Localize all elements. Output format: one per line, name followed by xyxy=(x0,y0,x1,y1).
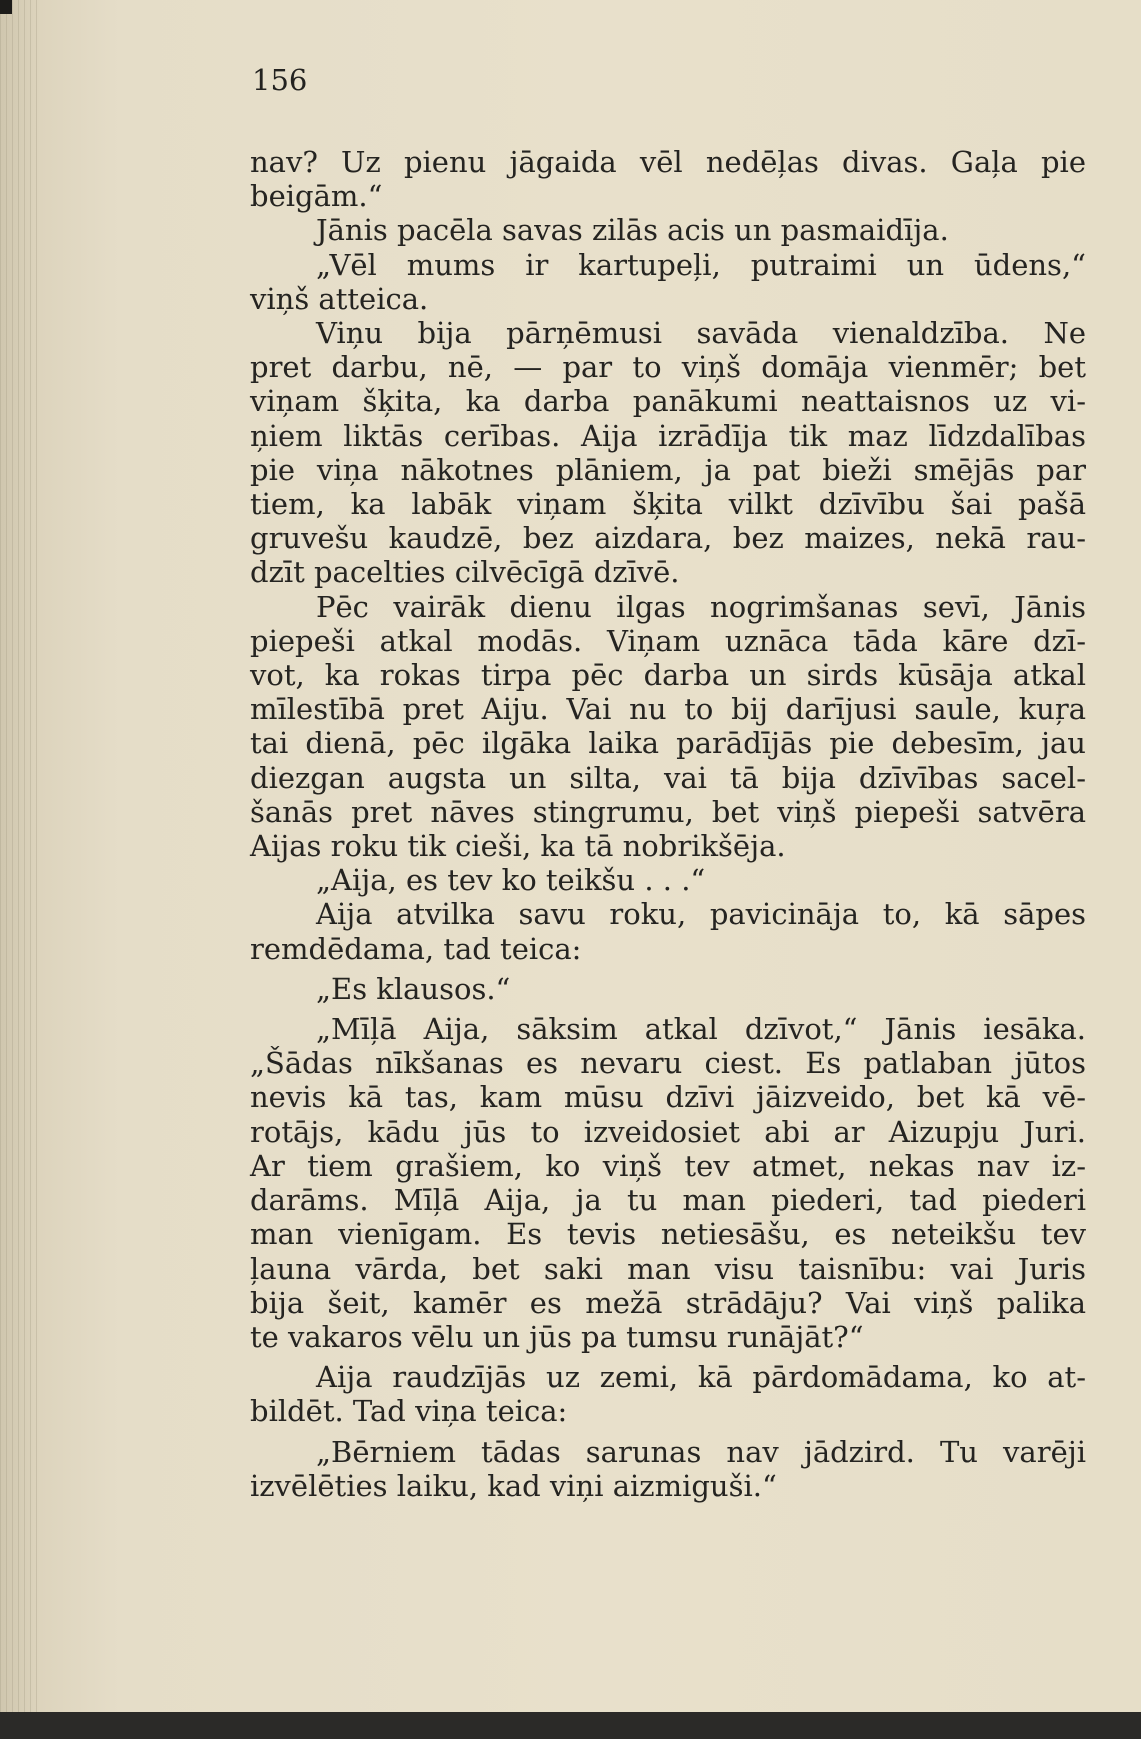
paragraph xyxy=(250,248,1086,316)
text-line: viņam šķita, ka darba panākumi neattaisnos uz vi- xyxy=(250,384,1086,419)
text-line: darāms. Mīļā Aija, ja tu man piederi, tad piederi xyxy=(250,1183,1086,1218)
text-line: „Es klausos.“ xyxy=(316,971,511,1006)
text-line: dzīt pacelties cilvēcīgā dzīvē. xyxy=(250,555,680,590)
text-line: „Mīļā Aija, sāksim atkal dzīvot,“ Jānis iesāka. xyxy=(316,1012,1086,1047)
text-line: mīlestībā pret Aiju. Vai nu to bij darījusi saule, kuŗa xyxy=(250,692,1086,727)
paragraph xyxy=(250,145,1086,213)
text-line: izvēlēties laiku, kad viņi aizmiguši.“ xyxy=(250,1468,777,1503)
text-line: piepeši atkal modās. Viņam uznāca tāda kāre dzī- xyxy=(250,623,1086,658)
text-line: te vakaros vēlu un jūs pa tumsu runājāt?“ xyxy=(250,1319,864,1354)
text-line: Aija atvilka savu roku, pavicināja to, kā sāpes xyxy=(316,897,1086,932)
text-line: remdēdama, tad teica: xyxy=(250,931,582,966)
text-line: Aija raudzījās uz zemi, kā pārdomādama, ko at- xyxy=(316,1360,1086,1395)
paragraph xyxy=(250,897,1086,965)
text-line: bija šeit, kamēr es mežā strādāju? Vai viņš palika xyxy=(250,1285,1086,1320)
paragraph xyxy=(250,1360,1086,1428)
text-line: pret darbu, nē, — par to viņš domāja vienmēr; bet xyxy=(250,350,1086,385)
paragraph xyxy=(250,1012,1086,1354)
text-line: Viņu bija pārņēmusi savāda vienaldzība. Ne xyxy=(316,316,1086,351)
paragraph xyxy=(250,590,1086,864)
text-line: ļauna vārda, bet saki man visu taisnību: vai Juris xyxy=(250,1251,1086,1286)
text-line: viņš atteica. xyxy=(250,281,429,316)
text-line: pie viņa nākotnes plāniem, ja pat bieži smējās par xyxy=(250,452,1086,487)
text-line: „Aija, es tev ko teikšu . . .“ xyxy=(316,863,706,898)
text-line: „Šādas nīkšanas es nevaru ciest. Es patlaban jūtos xyxy=(250,1046,1086,1081)
binding-gutter xyxy=(0,0,40,1712)
text-line: Pēc vairāk dienu ilgas nogrimšanas sevī, Jānis xyxy=(316,589,1086,624)
text-line: nevis kā tas, kam mūsu dzīvi jāizveido, bet kā vē- xyxy=(250,1080,1086,1115)
text-line: rotājs, kādu jūs to izveidosiet abi ar Aizupju Juri. xyxy=(250,1114,1086,1149)
body-text xyxy=(250,145,1086,1503)
corner-shadow xyxy=(0,0,12,14)
paragraph xyxy=(250,972,1086,1006)
page-number: 156 xyxy=(252,63,308,97)
paragraph xyxy=(250,863,1086,897)
text-line: ņiem liktās cerības. Aija izrādīja tik maz līdzdalības xyxy=(250,418,1086,453)
paragraph xyxy=(250,213,1086,247)
text-line: nav? Uz pienu jāgaida vēl nedēļas divas. Gaļa pie xyxy=(250,145,1086,179)
text-line: šanās pret nāves stingrumu, bet viņš piepeši satvēra xyxy=(250,794,1086,829)
text-line: gruvešu kaudzē, bez aizdara, bez maizes, nekā rau- xyxy=(250,521,1086,556)
text-line: tiem, ka labāk viņam šķita vilkt dzīvību šai pašā xyxy=(250,487,1086,522)
text-line: Ar tiem grašiem, ko viņš tev atmet, nekas nav iz- xyxy=(250,1148,1086,1183)
text-line: „Bērniem tādas sarunas nav jādzird. Tu varēji xyxy=(316,1434,1086,1469)
text-line: Aijas roku tik cieši, ka tā nobrikšēja. xyxy=(250,829,786,864)
page-bottom-edge xyxy=(0,1712,1141,1739)
text-line: tai dienā, pēc ilgāka laika parādījās pie debesīm, jau xyxy=(250,726,1086,761)
paragraph xyxy=(250,1435,1086,1503)
text-line: beigām.“ xyxy=(250,179,383,214)
text-line: „Vēl mums ir kartupeļi, putraimi un ūdens,“ xyxy=(316,247,1086,282)
text-line: man vienīgam. Es tevis netiesāšu, es neteikšu tev xyxy=(250,1217,1086,1252)
text-line: vot, ka rokas tirpa pēc darba un sirds kūsāja atkal xyxy=(250,658,1086,693)
text-line: diezgan augsta un silta, vai tā bija dzīvības sacel- xyxy=(250,760,1086,795)
text-line: Jānis pacēla savas zilās acis un pasmaidīja. xyxy=(316,213,949,248)
text-line: bildēt. Tad viņa teica: xyxy=(250,1394,568,1429)
paragraph xyxy=(250,316,1086,590)
